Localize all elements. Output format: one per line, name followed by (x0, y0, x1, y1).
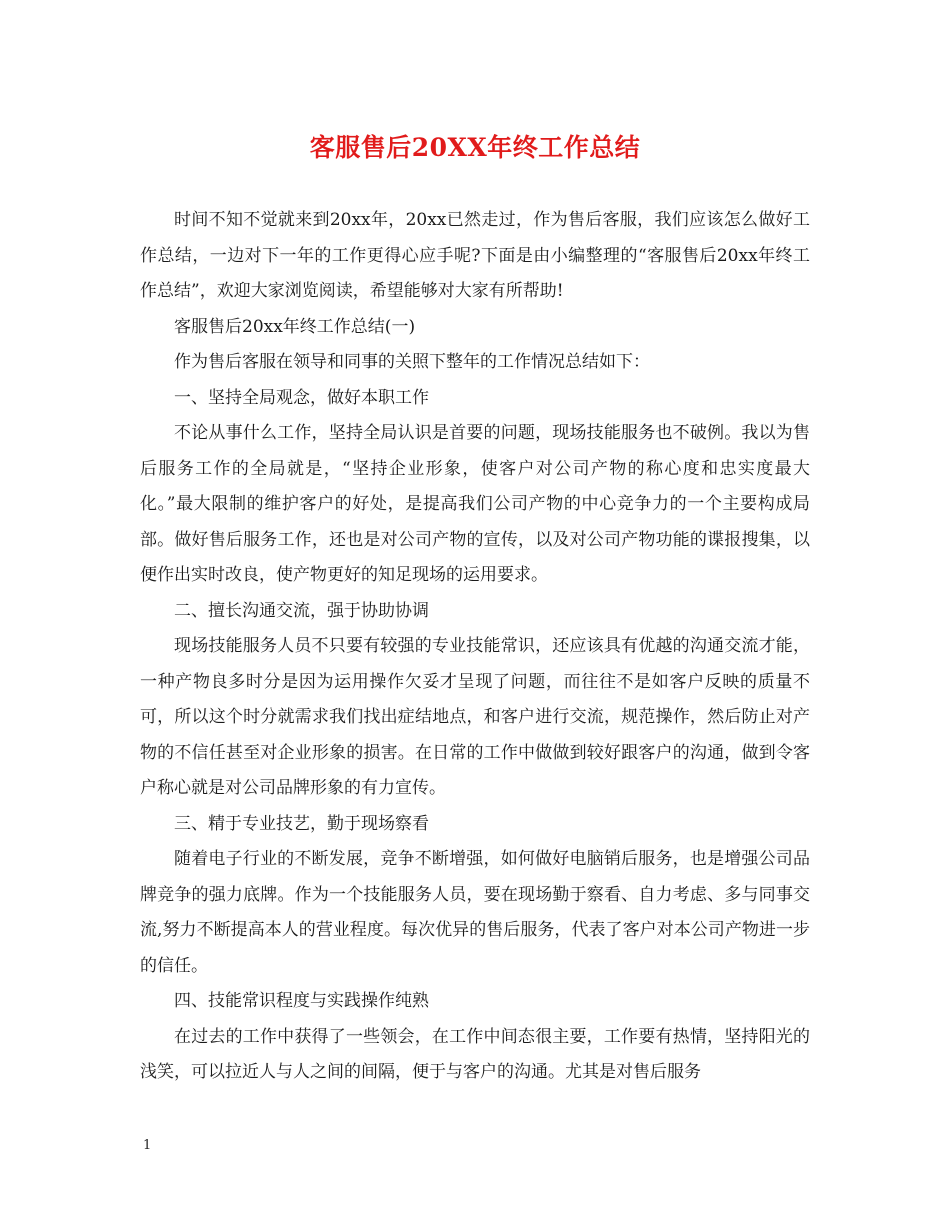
paragraph-overview: 作为售后客服在领导和同事的关照下整年的工作情况总结如下： (174, 352, 650, 372)
paragraph-subtitle: 客服售后20xx年终工作总结(一) (174, 316, 416, 337)
section-heading-1: 一、坚持全局观念，做好本职工作 (174, 387, 429, 408)
section-heading-2: 二、擅长沟通交流，强于协助协调 (174, 600, 429, 621)
section-heading-3: 三、精于专业技艺，勤于现场察看 (174, 813, 429, 834)
section-body-1: 不论从事什么工作，坚持全局认识是首要的问题，现场技能服务也不破例。我以为售后服务工作的全局就是，“坚持企业形象，使客户对公司产物的称心度和忠实度最大化。”最大限制的维护客户的好处，是提高我们公司产物的中心竞争力的一个主要构成局部。做好售后服务工作，还也是对公司产物的宣传，以及对公司产物功能的谍报搜集，以便作出实时改良，使产物更好的知足现场的运用要求。 (140, 423, 810, 585)
section-body-3: 随着电子行业的不断发展，竞争不断增强，如何做好电脑销后服务，也是增强公司品牌竞争的强力底牌。作为一个技能服务人员，要在现场勤于察看、自力考虑、多与同事交流,努力不断提高本人的营业程度。每次优异的售后服务，代表了客户对本公司产物进一步的信任。 (140, 849, 810, 976)
page-number: 1 (143, 1138, 152, 1153)
paragraph-intro: 时间不知不觉就来到20xx年，20xx已然走过，作为售后客服，我们应该怎么做好工作总结，一边对下一年的工作更得心应手呢?下面是由小编整理的“客服售后20xx年终工作总结”，欢迎大家浏览阅读，希望能够对大家有所帮助! (140, 210, 810, 301)
section-heading-4: 四、技能常识程度与实践操作纯熟 (174, 991, 429, 1011)
document-title: 客服售后20XX年终工作总结 (309, 133, 641, 162)
document-body (140, 203, 810, 1091)
section-body-2: 现场技能服务人员不只要有较强的专业技能常识，还应该具有优越的沟通交流才能，一种产物良多时分是因为运用操作欠妥才呈现了问题，而往往不是如客户反映的质量不可，所以这个时分就需求我们找出症结地点，和客户进行交流，规范操作，然后防止对产物的不信任甚至对企业形象的损害。在日常的工作中做做到较好跟客户的沟通，做到令客户称心就是对公司品牌形象的有力宣传。 (140, 636, 810, 798)
section-body-4: 在过去的工作中获得了一些领会，在工作中间态很主要，工作要有热情，坚持阳光的浅笑，可以拉近人与人之间的间隔，便于与客户的沟通。尤其是对售后服务 (140, 1026, 810, 1082)
